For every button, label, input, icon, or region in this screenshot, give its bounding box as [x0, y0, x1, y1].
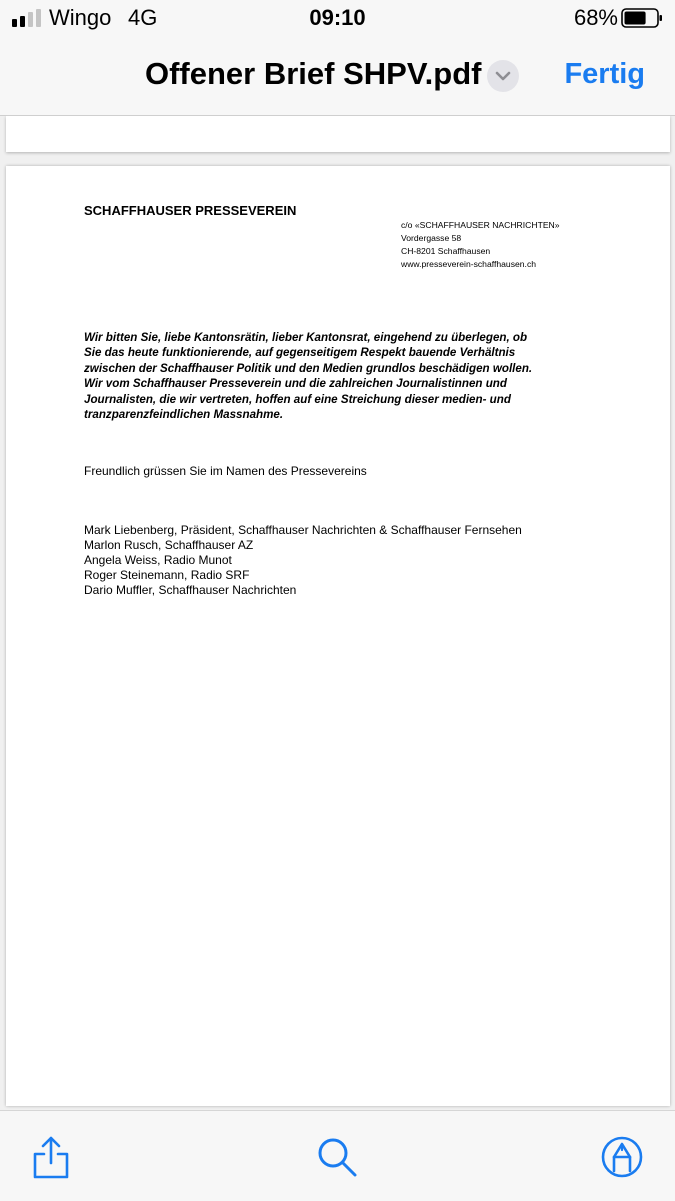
previous-page	[6, 116, 670, 152]
chevron-down-icon	[487, 60, 519, 92]
address-line: c/o «SCHAFFHAUSER NACHRICHTEN»	[401, 220, 560, 230]
signatory: Marlon Rusch, Schaffhauser AZ	[84, 538, 254, 552]
share-icon	[29, 1135, 73, 1179]
letterhead-address	[401, 219, 560, 271]
pdf-page	[6, 166, 670, 1106]
signatory: Roger Steinemann, Radio SRF	[84, 568, 250, 582]
appeal-line: Sie das heute funktionierende, auf gegenseitigem Respekt bauende Verhältnis	[84, 346, 516, 360]
signatory: Dario Muffler, Schaffhauser Nachrichten	[84, 583, 297, 597]
signatories-list	[84, 523, 522, 598]
document-nav-bar	[0, 38, 675, 116]
search-icon	[315, 1135, 359, 1179]
appeal-line: Wir bitten Sie, liebe Kantonsrätin, lieber Kantonsrat, eingehend zu überlegen, ob	[84, 331, 528, 344]
share-button[interactable]	[29, 1135, 73, 1179]
status-bar	[0, 0, 675, 38]
appeal-line: Wir vom Schaffhauser Presseverein und die zahlreichen Journalistinnen und	[84, 377, 507, 391]
signatory: Mark Liebenberg, Präsident, Schaffhauser Nachrichten & Schaffhauser Fernsehen	[84, 523, 522, 537]
address-line: Vordergasse 58	[401, 233, 462, 243]
address-line: CH-8201 Schaffhausen	[401, 246, 491, 256]
closing-greeting: Freundlich grüssen Sie im Namen des Pressevereins	[84, 464, 367, 478]
address-line: www.presseverein-schaffhausen.ch	[401, 259, 537, 269]
pdf-viewer[interactable]	[0, 116, 675, 1110]
status-time: 09:10	[309, 5, 366, 30]
appeal-line: Journalisten, die wir vertreten, hoffen auf eine Streichung dieser medien- und	[84, 392, 511, 406]
title-menu-button[interactable]	[487, 60, 519, 92]
signatory: Angela Weiss, Radio Munot	[84, 553, 232, 567]
appeal-line: zwischen der Schaffhauser Politik und den Medien grundlos beschädigen wollen.	[84, 361, 533, 375]
appeal-paragraph	[84, 330, 584, 422]
markup-icon	[600, 1135, 644, 1179]
letterhead-org-name: SCHAFFHAUSER PRESSEVEREIN	[84, 203, 297, 218]
battery-icon	[621, 8, 663, 28]
done-button[interactable]: Fertig	[564, 58, 645, 90]
markup-button[interactable]	[600, 1135, 644, 1179]
bottom-toolbar	[0, 1110, 675, 1201]
document-title[interactable]: Offener Brief SHPV.pdf	[145, 56, 482, 91]
network-type: 4G	[128, 5, 158, 30]
appeal-line: tranzparenzfeindlichen Massnahme.	[84, 408, 284, 422]
battery-percentage: 68%	[573, 5, 618, 30]
carrier-name: Wingo	[49, 5, 112, 30]
search-button[interactable]	[315, 1135, 359, 1179]
